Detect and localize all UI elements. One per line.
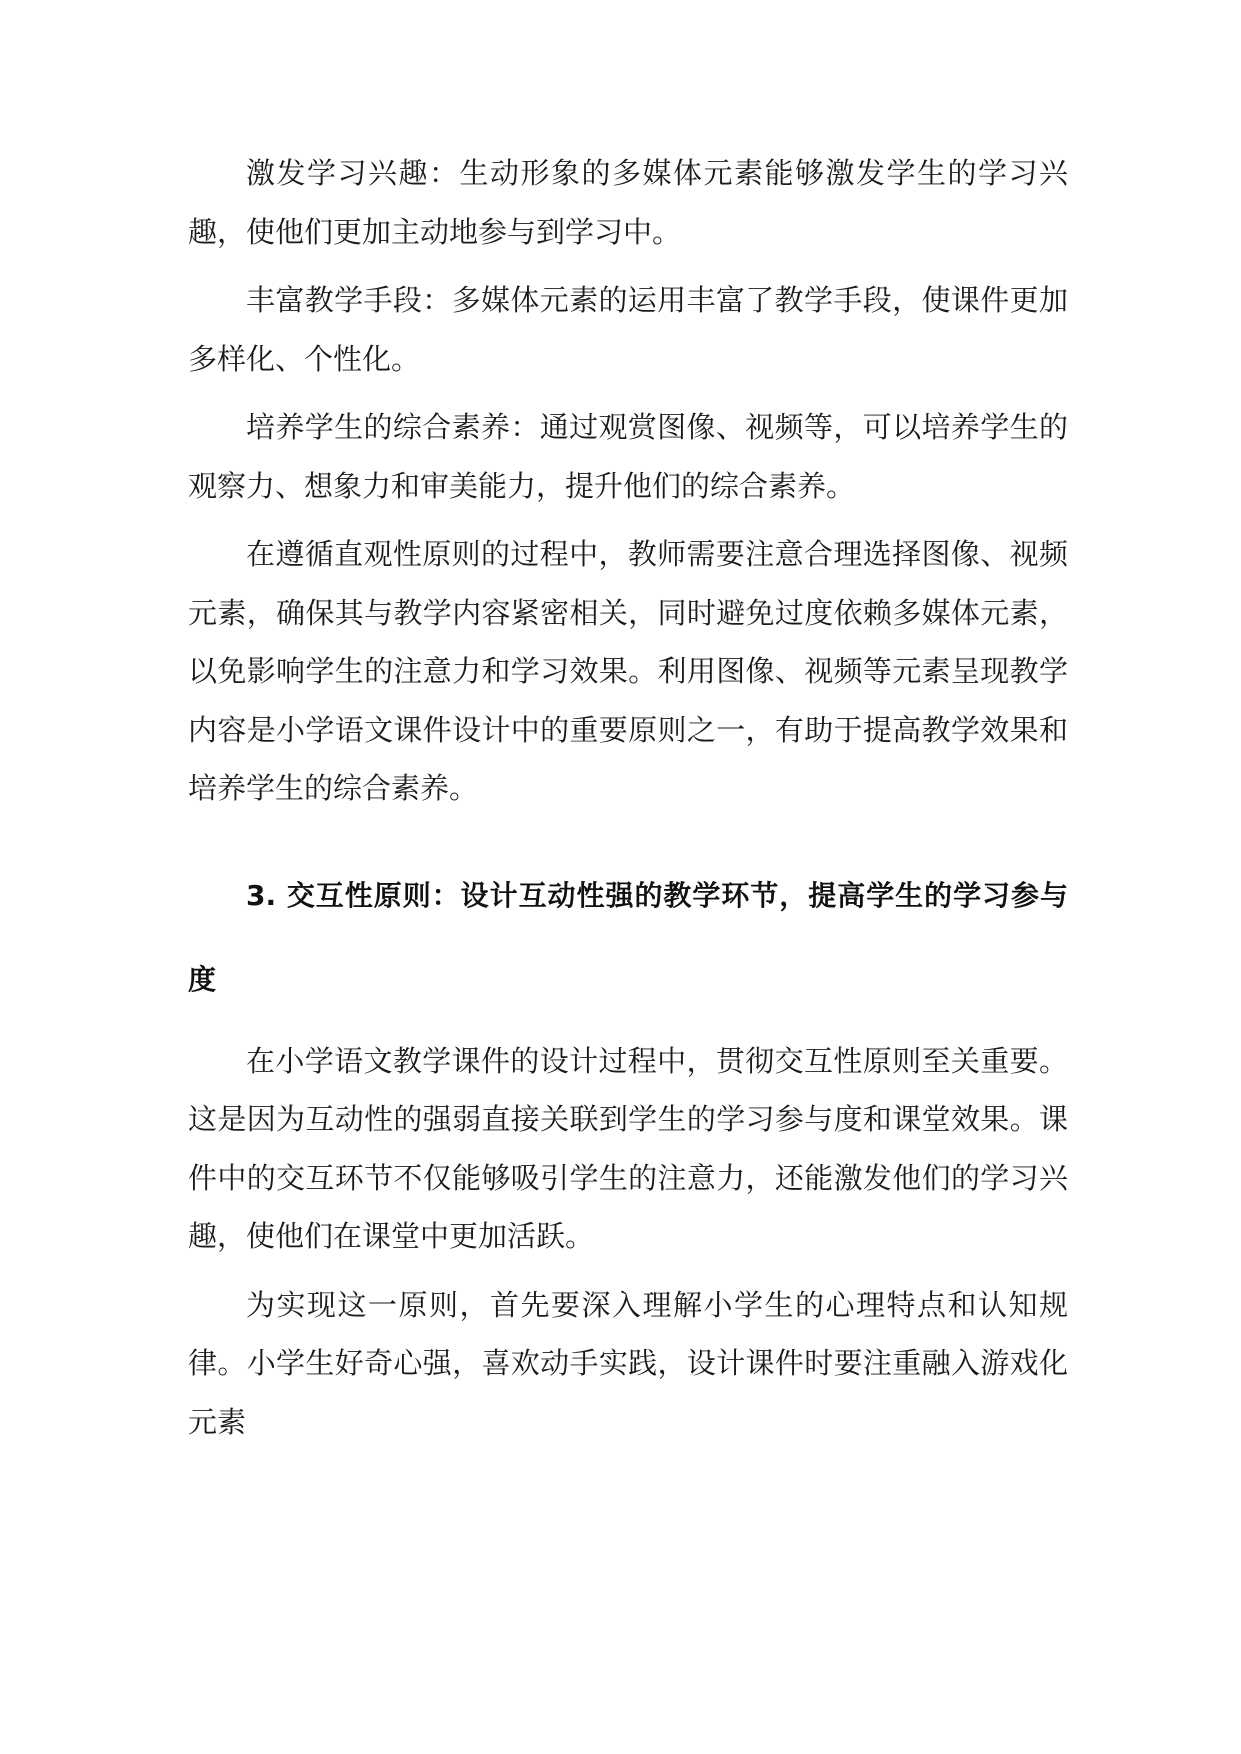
document-body — [188, 144, 1068, 1461]
paragraph-intuitive-principle-summary: 在遵循直观性原则的过程中，教师需要注意合理选择图像、视频元素，确保其与教学内容紧密相关，同时避免过度依赖多媒体元素，以免影响学生的注意力和学习效果。利用图像、视频等元素呈现教学内容是小学语文课件设计中的重要原则之一，有助于提高教学效果和培养学生的综合素养。 — [188, 537, 1068, 805]
paragraph-cultivate-literacy: 培养学生的综合素养：通过观赏图像、视频等，可以培养学生的观察力、想象力和审美能力，提升他们的综合素养。 — [188, 410, 1068, 503]
paragraph-enrich-methods: 丰富教学手段：多媒体元素的运用丰富了教学手段，使课件更加多样化、个性化。 — [188, 283, 1068, 376]
paragraph-stimulate-interest: 激发学习兴趣：生动形象的多媒体元素能够激发学生的学习兴趣，使他们更加主动地参与到学习中。 — [188, 156, 1068, 249]
section-heading-interactivity-principle: 3. 交互性原则：设计互动性强的教学环节，提高学生的学习参与度 — [188, 878, 1068, 996]
paragraph-interactivity-implementation: 为实现这一原则，首先要深入理解小学生的心理特点和认知规律。小学生好奇心强，喜欢动手实践，设计课件时要注重融入游戏化元素 — [188, 1287, 1068, 1439]
paragraph-interactivity-importance: 在小学语文教学课件的设计过程中，贯彻交互性原则至关重要。这是因为互动性的强弱直接关联到学生的学习参与度和课堂效果。课件中的交互环节不仅能够吸引学生的注意力，还能激发他们的学习兴趣，使他们在课堂中更加活跃。 — [188, 1043, 1068, 1253]
